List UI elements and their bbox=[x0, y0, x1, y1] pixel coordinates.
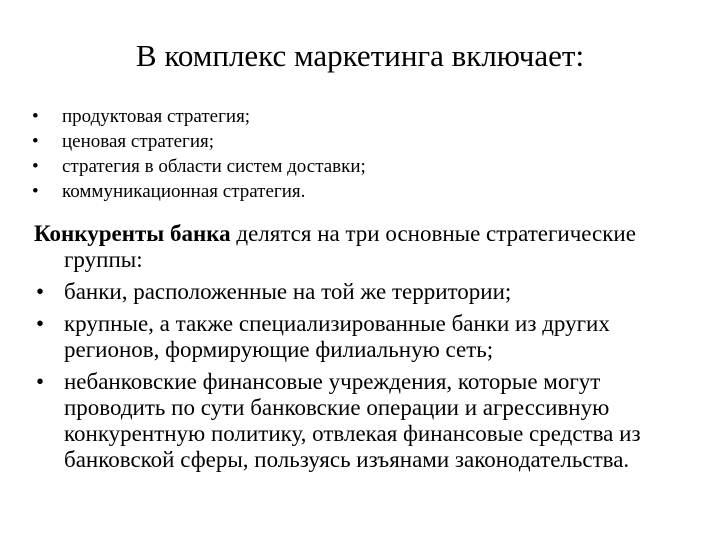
list-item-text: крупные, а также специализированные банки из других регионов, формирующие филиальную сеть; bbox=[64, 311, 610, 362]
list-item bbox=[32, 129, 692, 154]
bullet-icon: • bbox=[36, 311, 45, 336]
marketing-strategies-list bbox=[32, 104, 692, 204]
list-item-text: коммуникационная стратегия. bbox=[62, 181, 306, 202]
slide-title: В комплекс маркетинга включает: bbox=[135, 38, 585, 73]
competitor-groups-list bbox=[34, 279, 694, 473]
competitors-section bbox=[34, 221, 694, 473]
list-item bbox=[34, 311, 694, 363]
bullet-icon: • bbox=[32, 106, 39, 127]
list-item bbox=[34, 369, 694, 473]
list-item bbox=[34, 279, 694, 305]
list-item bbox=[32, 179, 692, 204]
list-item-text: продуктовая стратегия; bbox=[62, 106, 251, 127]
list-item-text: банки, расположенные на той же территории; bbox=[64, 279, 512, 304]
competitors-intro bbox=[34, 221, 694, 273]
bullet-icon: • bbox=[32, 156, 39, 177]
competitors-heading: Конкуренты банка bbox=[34, 221, 231, 246]
bullet-icon: • bbox=[36, 279, 45, 304]
bullet-icon: • bbox=[32, 131, 39, 152]
list-item bbox=[32, 154, 692, 179]
list-item-text: стратегия в области систем доставки; bbox=[62, 156, 366, 177]
bullet-icon: • bbox=[32, 181, 39, 202]
list-item-text: небанковские финансовые учреждения, которые могут проводить по сути банковские операции и агрессивную конкурентную политику, отвлекая финансовые средства из банковской сферы, пользуясь изъянами законодательства. bbox=[64, 369, 641, 472]
competitors-intro-text: делятся на три основные стратегические группы: bbox=[64, 221, 636, 272]
list-item-text: ценовая стратегия; bbox=[62, 131, 215, 152]
bullet-icon: • bbox=[36, 369, 45, 394]
list-item bbox=[32, 104, 692, 129]
